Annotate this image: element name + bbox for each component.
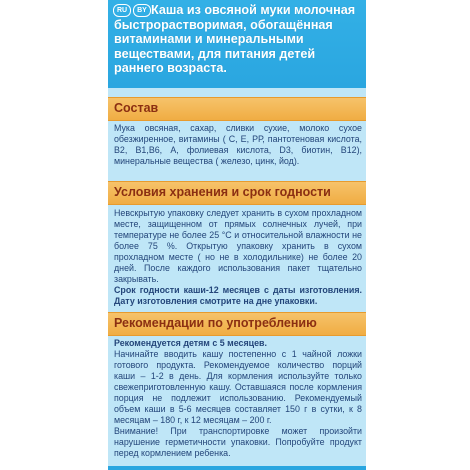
storage-section: [114, 208, 362, 307]
storage-text: Невскрытую упаковку следует хранить в сухом прохладном месте, защищенном от прямых солнечных лучей, при температуре не более 25 °С и относительной влажности не более 75 %. Открытую упаковку хранить в сухом прохладном месте ( но не в холодильнике) не более 20 дней. После каждого использования пакет тщательно закрывать.: [114, 208, 362, 284]
storage-heading-bar: [108, 181, 366, 205]
composition-heading-bar: [108, 97, 366, 121]
usage-age-text: Рекомендуется детям с 5 месяцев.: [114, 338, 267, 348]
usage-text: Начинайте вводить кашу постепенно с 1 чайной ложки готового продукта. Рекомендуемое количество порций каши – 1-2 в день. Для кормления используйте только свежеприготовленную кашу. Оставшаяся после кормления порция не подлежит использованию. Рекомендуемый объем каши в 5-6 месяцев составляет 150 г в сутки, к 8 месяцам – 180 г, к 12 месяцам – 200 г.: [114, 349, 362, 425]
composition-heading: Состав: [114, 101, 159, 115]
package-panel: [108, 0, 366, 470]
bottom-strip: [108, 466, 366, 470]
shelf-life-text: Срок годности каши-12 месяцев с даты изготовления. Дату изготовления смотрите на дне упаковки.: [114, 285, 362, 306]
storage-heading: Условия хранения и срок годности: [114, 185, 331, 199]
composition-section: [114, 123, 362, 167]
usage-section: [114, 338, 362, 459]
product-title: Каша из овсяной муки молочная быстрорастворимая, обогащённая витаминами и минеральными веществами, для питания детей раннего возраста.: [114, 3, 356, 75]
title-block: [108, 0, 366, 88]
composition-text: Мука овсяная, сахар, сливки сухие, молоко сухое обезжиренное, витамины ( С, Е, РР, пантотеновая кислота, В2, В1,В6, А, фолиевая кислота, D3, биотин, В12), минеральные вещества ( железо, цинк, йод).: [114, 123, 362, 166]
country-badge-by: BY: [133, 4, 151, 17]
usage-heading-bar: [108, 312, 366, 336]
country-badge-ru: RU: [113, 4, 131, 17]
warning-text: Внимание! При транспортировке может произойти нарушение герметичности упаковки. Попробуйте продукт перед кормлением ребенка.: [114, 426, 362, 458]
usage-heading: Рекомендации по употреблению: [114, 316, 317, 330]
